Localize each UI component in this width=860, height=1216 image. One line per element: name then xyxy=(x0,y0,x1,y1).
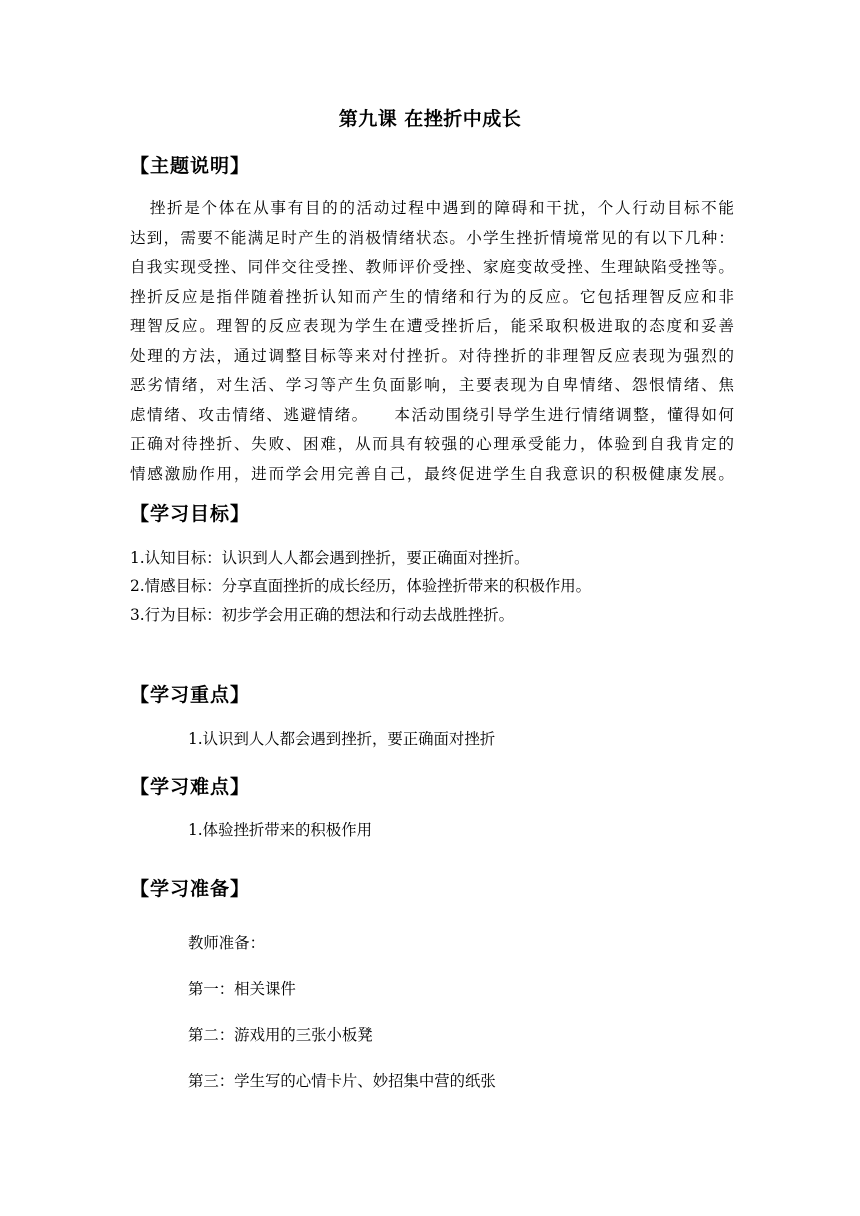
objective-item: 3.行为目标：初步学会用正确的想法和行动去战胜挫折。 xyxy=(130,606,515,624)
key-point-item: 1.认识到人人都会遇到挫折，要正确面对挫折 xyxy=(188,730,496,748)
section-heading-key-points: 【学习重点】 xyxy=(130,684,251,706)
preparation-item: 第一：相关课件 xyxy=(188,980,296,998)
section-heading-objectives: 【学习目标】 xyxy=(130,503,251,525)
theme-line: 恶劣情绪，对生活、学习等产生负面影响，主要表现为自卑情绪、怨恨情绪、焦 xyxy=(130,376,734,394)
theme-line: 挫折反应是指伴随着挫折认知而产生的情绪和行为的反应。它包括理智反应和非 xyxy=(130,287,734,306)
theme-line: 处理的方法，通过调整目标等来对付挫折。对待挫折的非理智反应表现为强烈的 xyxy=(130,346,734,365)
theme-line: 挫折是个体在从事有目的的活动过程中遇到的障碍和干扰，个人行动目标不能 xyxy=(130,199,734,217)
theme-line: 情感激励作用，进而学会用完善自己，最终促进学生自我意识的积极健康发展。 xyxy=(130,464,734,483)
preparation-item: 第二：游戏用的三张小板凳 xyxy=(188,1026,373,1044)
preparation-item: 第三：学生写的心情卡片、妙招集中营的纸张 xyxy=(188,1072,496,1090)
preparation-item: 教师准备： xyxy=(188,934,265,952)
objective-item: 1.认知目标：认识到人人都会遇到挫折，要正确面对挫折。 xyxy=(130,549,530,567)
objective-item: 2.情感目标：分享直面挫折的成长经历，体验挫折带来的积极作用。 xyxy=(130,577,592,595)
difficulty-item: 1.体验挫折带来的积极作用 xyxy=(188,821,372,839)
section-heading-theme: 【主题说明】 xyxy=(130,155,251,177)
section-heading-difficulties: 【学习难点】 xyxy=(130,776,251,798)
section-heading-preparation: 【学习准备】 xyxy=(130,878,251,900)
theme-line: 达到，需要不能满足时产生的消极情绪状态。小学生挫折情境常见的有以下几种： xyxy=(130,228,734,247)
theme-paragraph xyxy=(130,194,734,489)
theme-line: 正确对待挫折、失败、困难，从而具有较强的心理承受能力，体验到自我肯定的 xyxy=(130,435,734,453)
page-title: 第九课 在挫折中成长 xyxy=(338,108,522,130)
theme-line: 理智反应。理智的反应表现为学生在遭受挫折后，能采取积极进取的态度和妥善 xyxy=(130,317,734,335)
theme-line: 自我实现受挫、同伴交往受挫、教师评价受挫、家庭变故受挫、生理缺陷受挫等。 xyxy=(130,258,734,276)
theme-line: 虑情绪、攻击情绪、逃避情绪。 本活动围绕引导学生进行情绪调整，懂得如何 xyxy=(130,405,734,424)
